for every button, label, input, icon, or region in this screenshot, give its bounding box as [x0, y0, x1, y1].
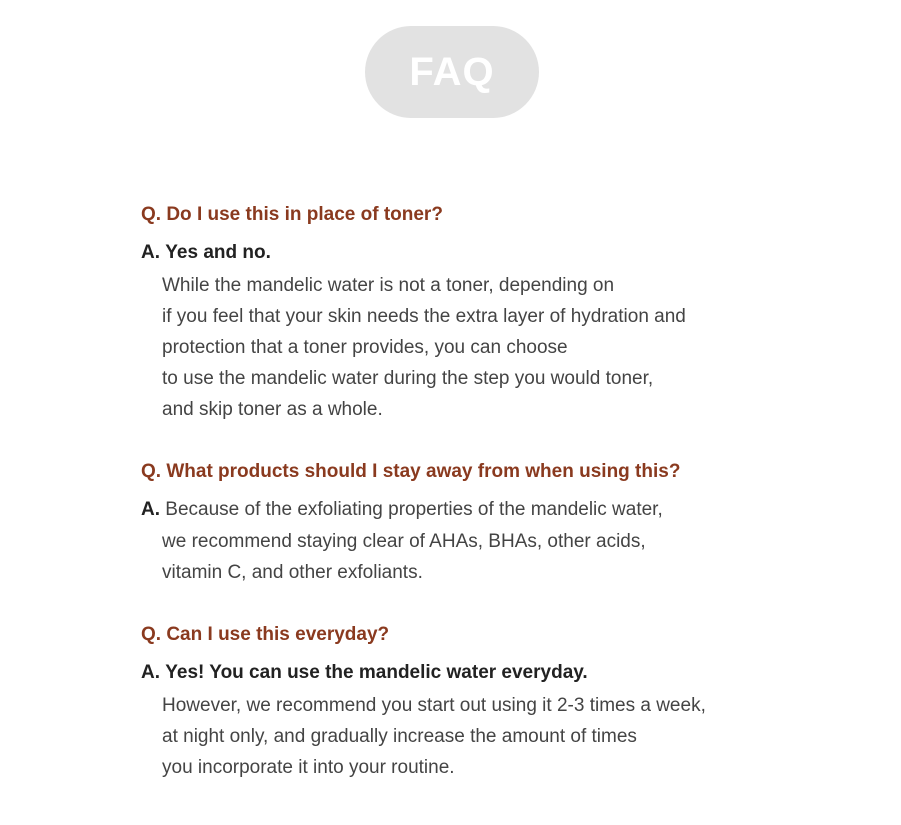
- answer-inline-2: Because of the exfoliating properties of the mandelic water,: [165, 499, 663, 520]
- answer-line: we recommend staying clear of AHAs, BHAs, other acids,: [162, 531, 646, 552]
- faq-item-1: [141, 203, 821, 425]
- answer-line: However, we recommend you start out using it 2-3 times a week,: [162, 695, 706, 716]
- answer-prefix-2: A.: [141, 499, 160, 520]
- answer-lead-3: Yes! You can use the mandelic water everyday.: [165, 662, 588, 683]
- answer-line: if you feel that your skin needs the extra layer of hydration and: [162, 306, 686, 327]
- faq-answer-heading-3: [141, 661, 821, 685]
- answer-line: and skip toner as a whole.: [162, 399, 383, 420]
- faq-question-1: Q. Do I use this in place of toner?: [141, 204, 443, 225]
- answer-line: protection that a toner provides, you can choose: [162, 337, 568, 358]
- answer-line: at night only, and gradually increase the amount of times: [162, 726, 637, 747]
- faq-answer-heading-2: [141, 498, 821, 522]
- answer-line: to use the mandelic water during the step you would toner,: [162, 368, 654, 389]
- faq-question-3: Q. Can I use this everyday?: [141, 624, 390, 645]
- faq-question-2: Q. What products should I stay away from when using this?: [141, 461, 681, 482]
- answer-line: vitamin C, and other exfoliants.: [162, 562, 423, 583]
- answer-line: While the mandelic water is not a toner, depending on: [162, 275, 615, 296]
- faq-item-3: [141, 623, 821, 783]
- answer-prefix-3: A.: [141, 662, 160, 683]
- answer-lead-1: Yes and no.: [165, 242, 271, 263]
- faq-title: FAQ: [409, 49, 495, 94]
- faq-answer-body-3: [162, 690, 821, 783]
- answer-prefix-1: A.: [141, 242, 160, 263]
- faq-answer-body-2: [162, 526, 821, 588]
- faq-answer-body-1: [162, 270, 821, 425]
- faq-answer-heading-1: [141, 241, 821, 265]
- faq-item-2: [141, 460, 821, 588]
- faq-title-pill: [365, 26, 539, 118]
- answer-line: you incorporate it into your routine.: [162, 757, 455, 778]
